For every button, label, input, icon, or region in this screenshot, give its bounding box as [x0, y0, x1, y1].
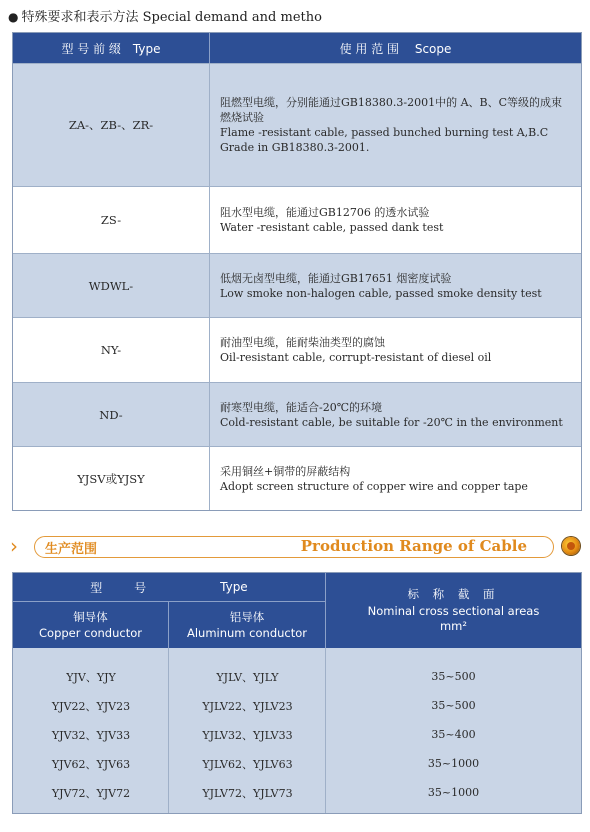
table-row — [13, 63, 581, 186]
cell-copper: YJV22、YJV23 — [51, 699, 131, 713]
header-copper — [13, 602, 169, 648]
section-bar-en: Production Range of Cable — [300, 537, 527, 555]
row-type: ZS- — [13, 187, 210, 253]
section-heading — [8, 6, 322, 25]
cell-area: 35~500 — [431, 699, 476, 712]
cell-area: 35~400 — [431, 728, 476, 741]
special-demand-table — [12, 32, 582, 511]
table-row — [13, 382, 581, 446]
header-area-en: Nominal cross sectional areas — [367, 604, 540, 618]
cell-copper: YJV62、YJV63 — [51, 757, 131, 771]
cell-aluminum: YJLV72、YJLV73 — [202, 786, 293, 800]
section-bar — [34, 536, 554, 558]
cell-area: 35~500 — [431, 670, 476, 683]
row-type: NY- — [13, 318, 210, 382]
section-heading-text: 特殊要求和表示方法 Special demand and metho — [21, 10, 322, 25]
scope-cn: 耐油型电缆，能耐柴油类型的腐蚀 — [220, 336, 385, 349]
scope-cn: 低烟无卤型电缆，能通过GB17651 烟密度试验 — [220, 271, 452, 285]
cell-aluminum: YJLV、YJLY — [216, 670, 279, 684]
scope-cn: 阻燃型电缆，分别能通过GB18380.3-2001中的 A、B、C等级的成束燃烧试验 — [220, 96, 563, 124]
cell-copper: YJV72、YJV72 — [51, 786, 131, 800]
cell-aluminum: YJLV32、YJLV33 — [202, 728, 293, 742]
cell-aluminum: YJLV62、YJLV63 — [202, 757, 293, 771]
scope-en: Water -resistant cable, passed dank test — [220, 221, 444, 234]
table-row — [13, 317, 581, 382]
scope-cn: 耐寒型电缆，能适合-20℃的环境 — [220, 400, 383, 414]
section-bar-cn: 生产范围 — [45, 542, 98, 557]
row-scope — [210, 318, 581, 382]
row-scope — [210, 64, 581, 186]
table-header — [13, 573, 581, 648]
chevron-right-icon: › — [10, 534, 18, 558]
cell-area: 35~1000 — [427, 786, 480, 799]
table-header — [13, 33, 581, 63]
header-copper-cn: 铜导体 — [73, 610, 108, 624]
cell-copper: YJV32、YJV33 — [51, 728, 131, 742]
row-type: WDWL- — [13, 254, 210, 317]
row-scope — [210, 254, 581, 317]
header-copper-en: Copper conductor — [39, 626, 142, 640]
header-type-en: Type — [220, 580, 248, 594]
production-range-table — [12, 572, 582, 814]
row-scope — [210, 383, 581, 446]
cell-area: 35~1000 — [427, 757, 480, 770]
row-type: ZA-、ZB-、ZR- — [13, 64, 210, 186]
header-type-cn: 型 号 — [90, 580, 161, 595]
table-row — [13, 253, 581, 317]
header-area-cn: 标 称 截 面 — [407, 587, 500, 601]
row-scope — [210, 447, 581, 510]
scope-en: Cold-resistant cable, be suitable for -20℃ in the environment — [220, 415, 563, 429]
table-row — [13, 778, 581, 807]
scope-en: Low smoke non-halogen cable, passed smoke density test — [220, 286, 542, 300]
cell-aluminum: YJLV22、YJLV23 — [202, 699, 293, 713]
row-type: ND- — [13, 383, 210, 446]
table-row — [13, 720, 581, 749]
header-aluminum-cn: 铝导体 — [229, 610, 265, 624]
scope-en: Adopt screen structure of copper wire and copper tape — [220, 479, 528, 493]
header-type: 型 号 前 缀 Type — [13, 33, 210, 63]
scope-en: Flame -resistant cable, passed bunched burning test A,B.C Grade in GB18380.3-2001. — [220, 126, 549, 154]
header-aluminum — [169, 602, 326, 648]
row-type: YJSV或YJSY — [13, 447, 210, 510]
header-area — [326, 573, 581, 648]
scope-cn: 阻水型电缆，能通过GB12706 的透水试验 — [220, 206, 430, 219]
table-row — [13, 691, 581, 720]
scope-en: Oil-resistant cable, corrupt-resistant of diesel oil — [220, 351, 492, 364]
gear-badge-icon — [562, 537, 580, 555]
table-row — [13, 186, 581, 253]
header-area-unit: mm² — [439, 619, 467, 633]
table-row — [13, 662, 581, 691]
cell-copper: YJV、YJY — [66, 670, 116, 684]
scope-cn: 采用铜丝+铜带的屏蔽结构 — [220, 464, 351, 478]
header-type — [13, 573, 326, 602]
table-row — [13, 446, 581, 510]
bullet-icon: ● — [8, 10, 19, 24]
header-aluminum-en: Aluminum conductor — [186, 626, 307, 640]
table-row — [13, 749, 581, 778]
table-body — [13, 648, 581, 813]
header-scope: 使 用 范 围 Scope — [339, 41, 452, 56]
row-scope — [210, 187, 581, 253]
